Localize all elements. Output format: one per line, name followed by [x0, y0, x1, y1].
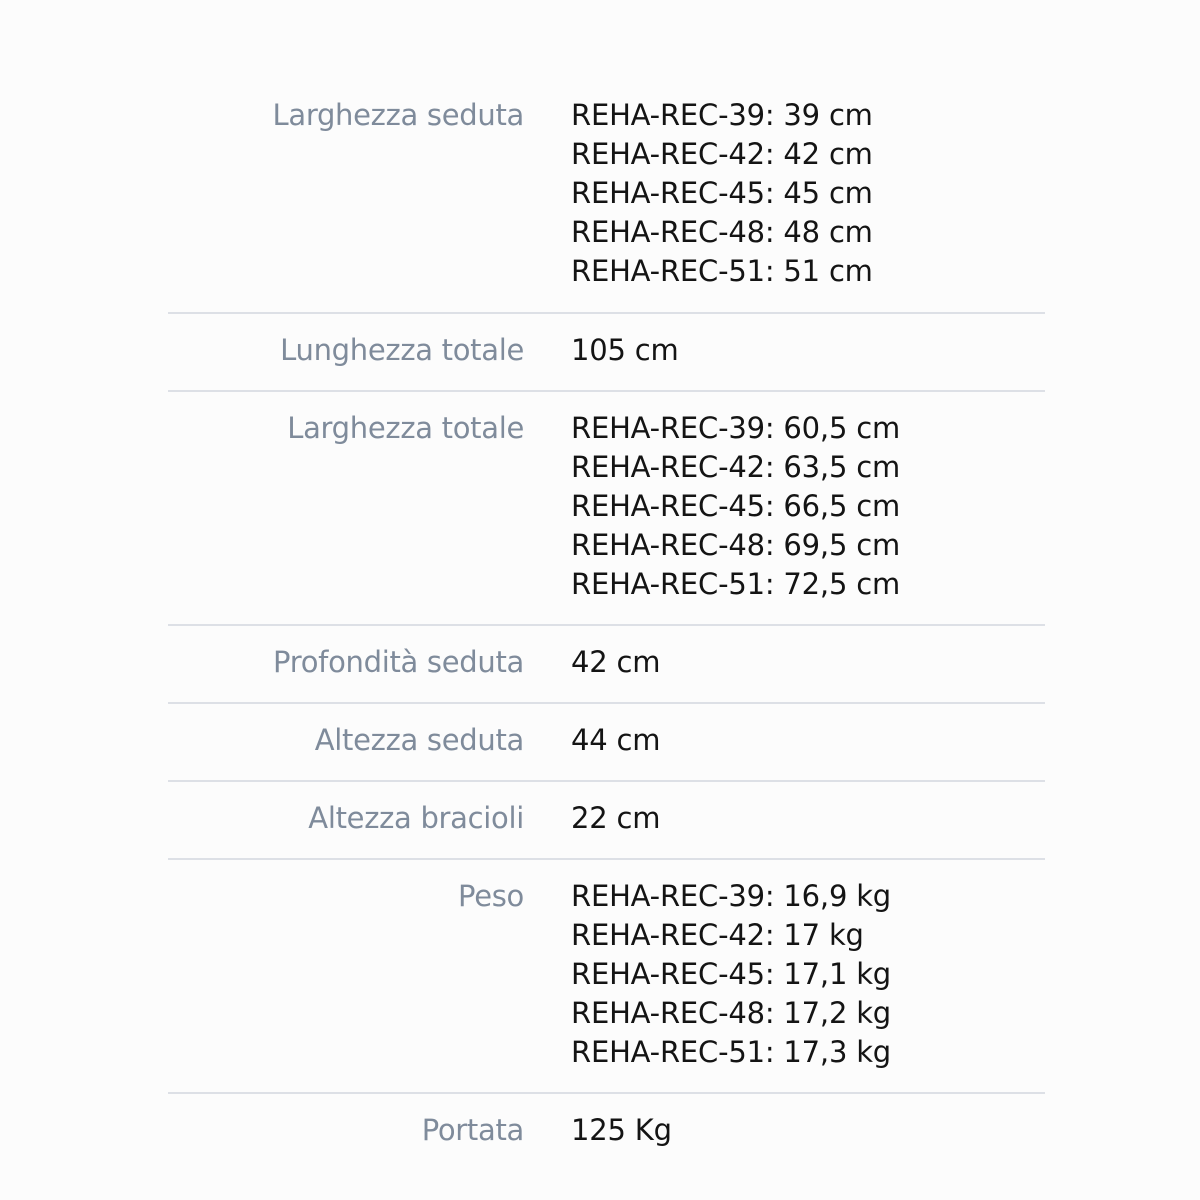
spec-value: REHA-REC-48: 17,2 kg — [571, 996, 892, 1030]
spec-label: Peso — [458, 879, 524, 913]
spec-value: 44 cm — [571, 723, 661, 757]
spec-row-larghezza-seduta — [168, 96, 1045, 312]
spec-value: REHA-REC-39: 16,9 kg — [571, 879, 892, 913]
spec-value: 42 cm — [571, 645, 661, 679]
spec-values — [571, 96, 1045, 291]
spec-label: Larghezza totale — [287, 411, 524, 445]
spec-label: Altezza bracioli — [308, 801, 524, 835]
spec-row-peso — [168, 858, 1045, 1092]
spec-value: REHA-REC-51: 17,3 kg — [571, 1035, 892, 1069]
spec-label: Lunghezza totale — [280, 333, 524, 367]
spec-values — [571, 721, 1045, 760]
spec-value: REHA-REC-42: 17 kg — [571, 918, 864, 952]
spec-row-altezza-bracioli — [168, 780, 1045, 858]
spec-value: REHA-REC-45: 45 cm — [571, 176, 873, 210]
spec-value: REHA-REC-42: 42 cm — [571, 137, 873, 171]
spec-value: REHA-REC-51: 72,5 cm — [571, 567, 901, 601]
spec-values — [571, 877, 1045, 1072]
spec-value: REHA-REC-45: 66,5 cm — [571, 489, 901, 523]
spec-row-altezza-seduta — [168, 702, 1045, 780]
spec-values — [571, 331, 1045, 370]
spec-value: REHA-REC-48: 48 cm — [571, 215, 873, 249]
spec-value: REHA-REC-45: 17,1 kg — [571, 957, 892, 991]
spec-value: 125 Kg — [571, 1113, 672, 1147]
spec-row-lunghezza-totale — [168, 312, 1045, 390]
spec-row-profondita-seduta — [168, 624, 1045, 702]
spec-label: Larghezza seduta — [272, 98, 524, 132]
spec-value: 22 cm — [571, 801, 661, 835]
spec-values — [571, 643, 1045, 682]
spec-values — [571, 799, 1045, 838]
spec-value: REHA-REC-48: 69,5 cm — [571, 528, 901, 562]
spec-values — [571, 1111, 1045, 1150]
spec-value: 105 cm — [571, 333, 679, 367]
spec-value: REHA-REC-39: 60,5 cm — [571, 411, 901, 445]
spec-row-portata — [168, 1092, 1045, 1170]
spec-value: REHA-REC-51: 51 cm — [571, 254, 873, 288]
spec-label: Profondità seduta — [273, 645, 524, 679]
spec-label: Altezza seduta — [314, 723, 524, 757]
spec-row-larghezza-totale — [168, 390, 1045, 624]
spec-label: Portata — [421, 1113, 524, 1147]
specifications-table — [168, 96, 1045, 1170]
spec-value: REHA-REC-39: 39 cm — [571, 98, 873, 132]
spec-value: REHA-REC-42: 63,5 cm — [571, 450, 901, 484]
spec-values — [571, 409, 1045, 604]
